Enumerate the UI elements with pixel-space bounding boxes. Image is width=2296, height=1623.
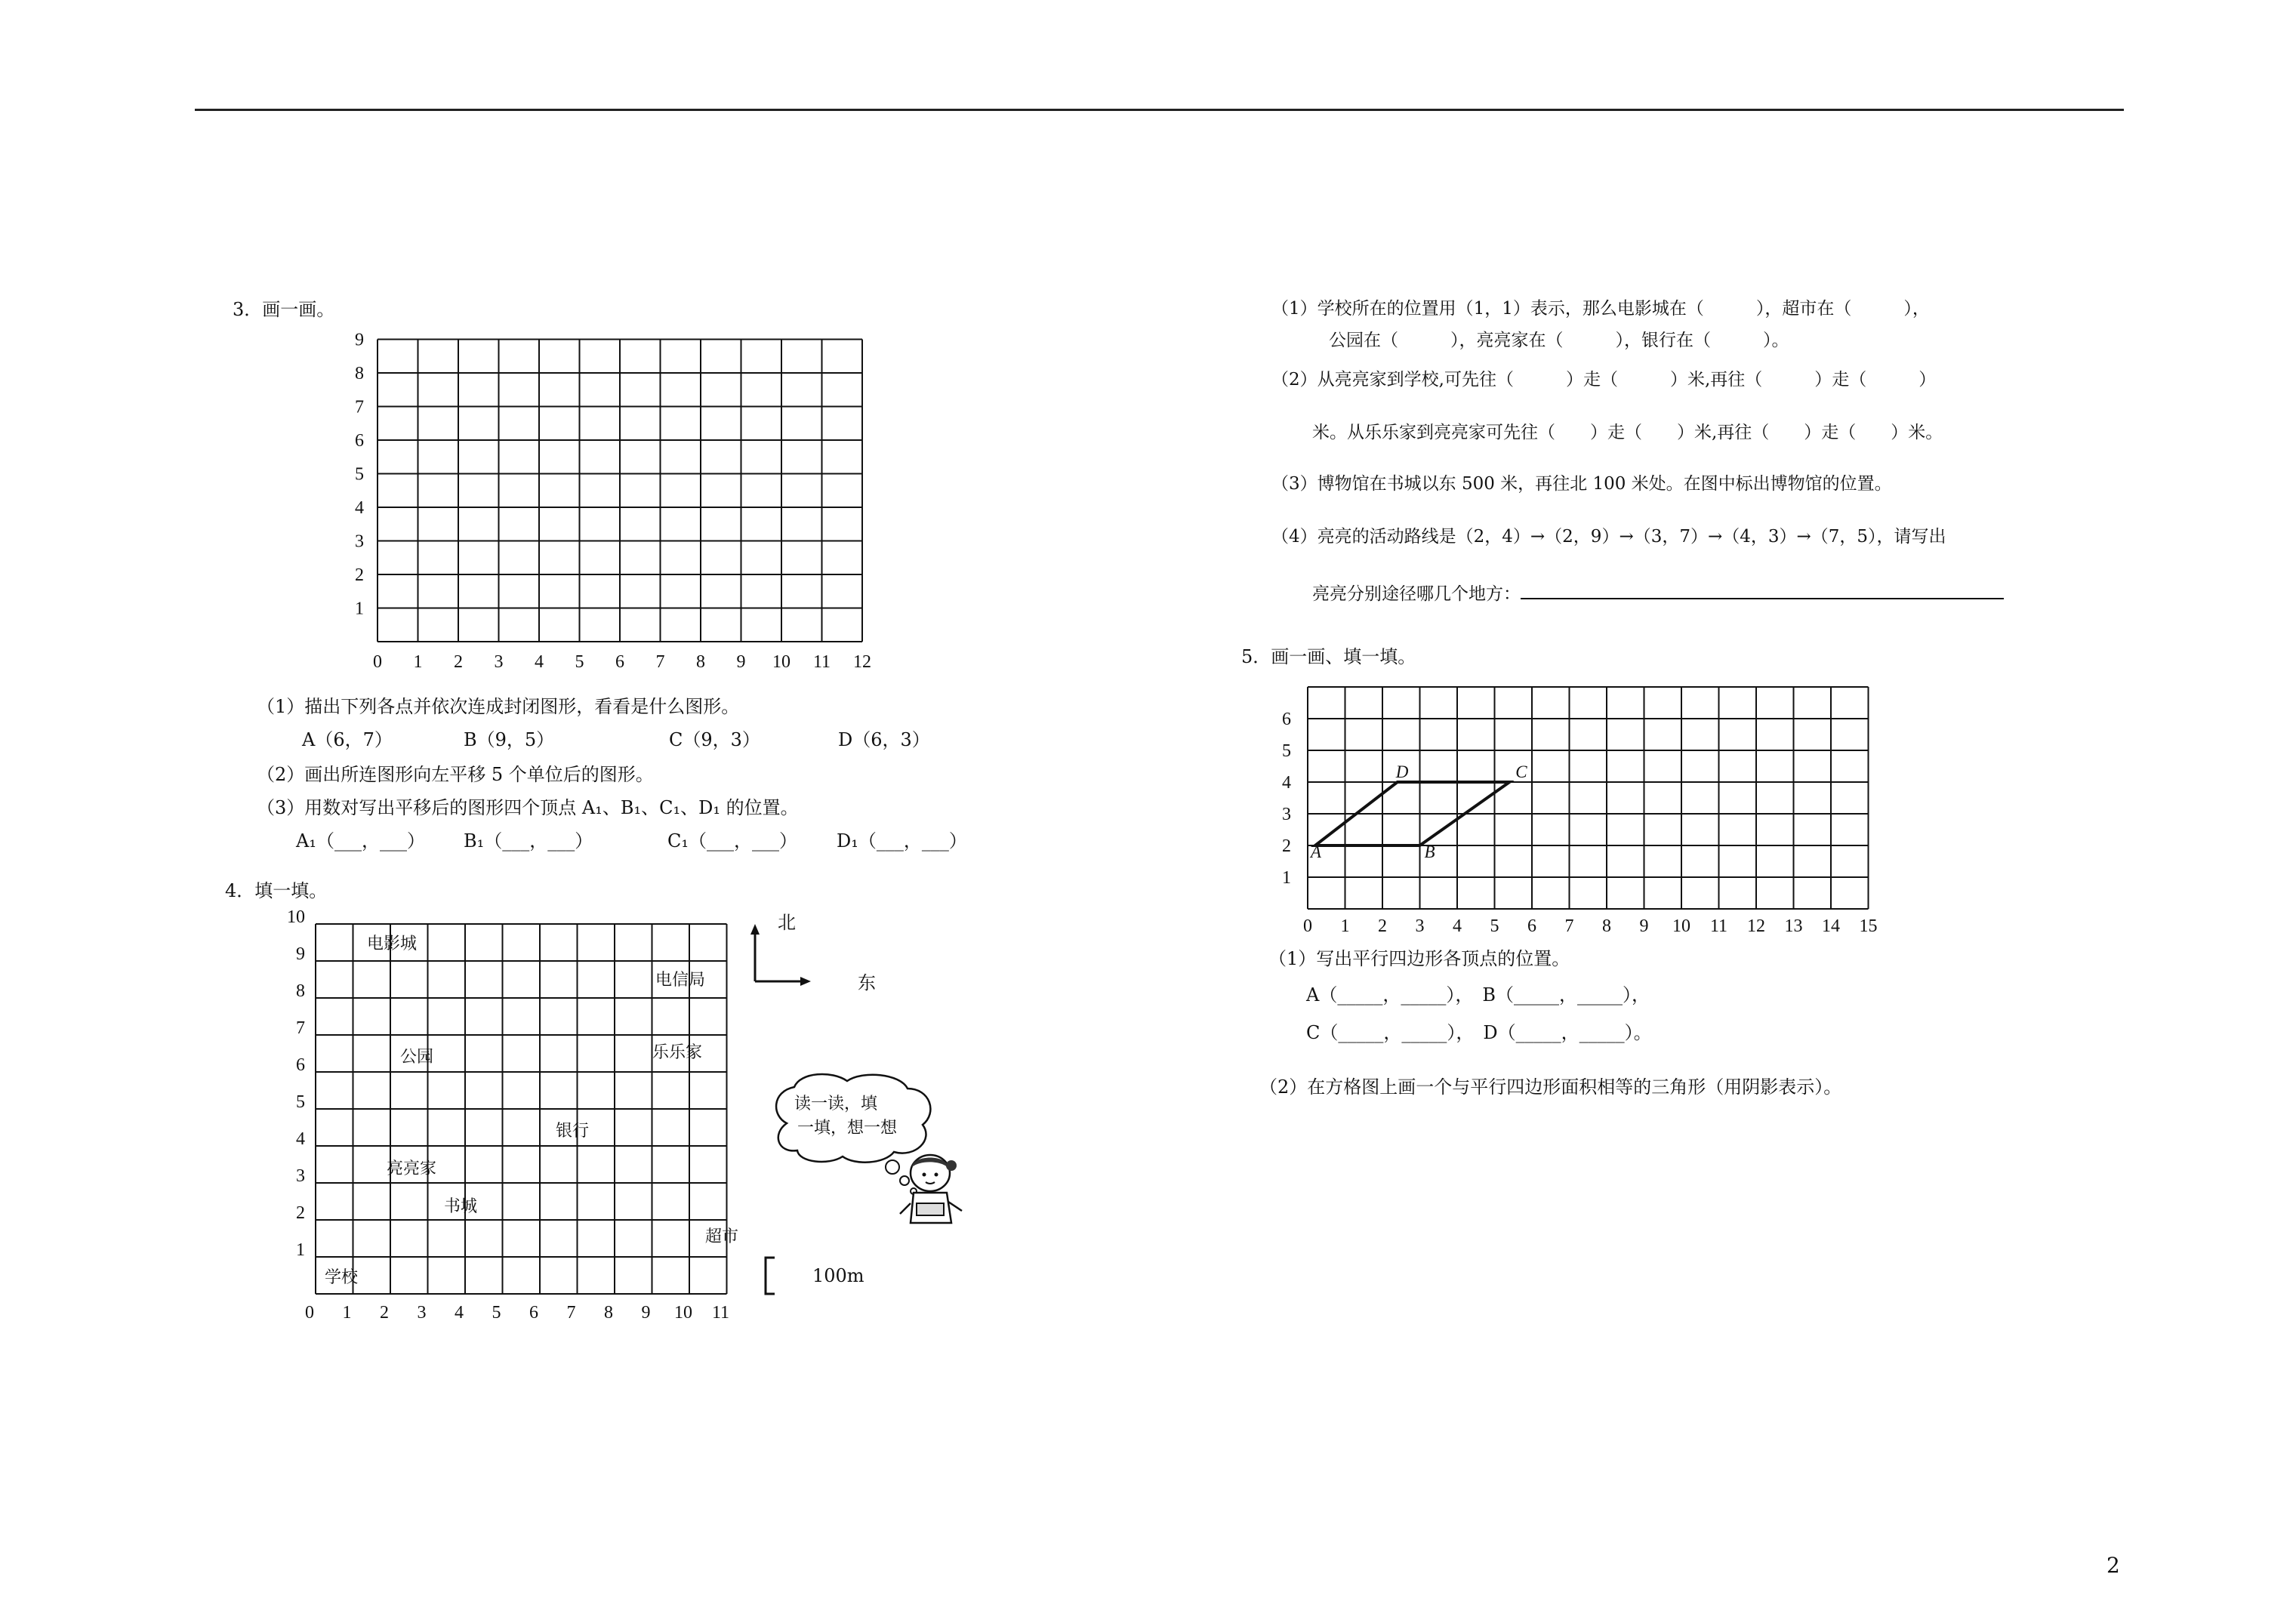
q4-question1-line1: （1）学校所在的位置用（1，1）表示，那么电影城在（ ），超市在（ ）， <box>1271 299 1930 319</box>
y-tick-label: 1 <box>355 599 364 619</box>
place-bank: 银行 <box>556 1122 590 1141</box>
child-reading-figure <box>898 1150 966 1233</box>
x-tick-label: 15 <box>1859 916 1878 936</box>
q3-answer-a1[interactable]: A₁（___，___） <box>296 830 425 852</box>
q3-point-c: C（9，3） <box>669 729 760 750</box>
x-tick-label: 10 <box>674 1303 692 1323</box>
x-tick-label: 7 <box>1564 916 1574 936</box>
x-tick-label: 6 <box>1527 916 1536 936</box>
q5-answer-cd[interactable]: C（_____，_____）， D（_____，_____）。 <box>1306 1022 1652 1043</box>
y-tick-label: 1 <box>1282 868 1291 888</box>
q4-question3: （3）博物馆在书城以东 500 米，再往北 100 米处。在图中标出博物馆的位置。 <box>1271 474 1892 494</box>
page-number: 2 <box>2106 1553 2120 1578</box>
x-tick-label: 12 <box>1747 916 1765 936</box>
y-tick-label: 5 <box>296 1092 305 1112</box>
q3-answer-c1[interactable]: C₁（___，___） <box>667 830 797 852</box>
q4-question2-line2: 米。从乐乐家到亮亮家可先往（ ）走（ ）米,再往（ ）走（ ）米。 <box>1312 423 1943 442</box>
x-tick-label: 7 <box>566 1303 576 1323</box>
x-tick-label: 4 <box>535 652 544 672</box>
y-tick-label: 4 <box>1282 773 1291 793</box>
q5-part2: （2）在方格图上画一个与平行四边形面积相等的三角形（用阴影表示）。 <box>1259 1076 1842 1098</box>
vertex-label-b: B <box>1424 842 1435 861</box>
place-supermarket: 超市 <box>705 1227 739 1246</box>
x-tick-label: 1 <box>1340 916 1350 936</box>
y-tick-label: 8 <box>355 364 364 383</box>
y-tick-label: 7 <box>296 1018 305 1038</box>
q4-question4-line2-text: 亮亮分别途径哪几个地方： <box>1312 584 1521 604</box>
y-tick-label: 5 <box>355 464 364 485</box>
x-tick-label: 12 <box>853 652 871 672</box>
place-bookstore: 书城 <box>444 1197 478 1216</box>
place-telecom: 电信局 <box>655 971 706 990</box>
y-tick-label: 6 <box>296 1055 305 1075</box>
vertex-label-a: A <box>1310 842 1321 861</box>
y-tick-label: 9 <box>355 330 364 350</box>
vertex-label-d: D <box>1395 762 1409 781</box>
x-tick-label: 0 <box>305 1303 314 1323</box>
x-tick-label: 0 <box>373 652 382 672</box>
place-park: 公园 <box>400 1048 434 1067</box>
x-tick-label: 0 <box>1303 916 1312 936</box>
scale-label: 100m <box>812 1265 864 1286</box>
x-tick-label: 8 <box>1602 916 1611 936</box>
speech-bubble-line2: 一填，想一想 <box>797 1119 898 1138</box>
x-tick-label: 10 <box>772 652 791 672</box>
x-tick-label: 9 <box>1639 916 1649 936</box>
q3-point-b: B（9，5） <box>464 729 555 750</box>
place-liangliang-home: 亮亮家 <box>387 1160 437 1178</box>
x-tick-label: 11 <box>711 1303 730 1323</box>
place-cinema: 电影城 <box>367 935 418 953</box>
x-tick-label: 6 <box>529 1303 538 1323</box>
x-tick-label: 5 <box>492 1303 501 1323</box>
x-tick-label: 4 <box>455 1303 464 1323</box>
x-tick-label: 13 <box>1784 916 1803 936</box>
x-tick-label: 2 <box>380 1303 389 1323</box>
header-rule <box>195 109 2124 111</box>
x-tick-label: 3 <box>1415 916 1425 936</box>
q3-part3: （3）用数对写出平移后的图形四个顶点 A₁、B₁、C₁、D₁ 的位置。 <box>257 797 799 818</box>
q3-answer-d1[interactable]: D₁（___，___） <box>837 830 967 852</box>
x-tick-label: 6 <box>615 652 624 672</box>
x-tick-label: 3 <box>417 1303 427 1323</box>
x-tick-label: 9 <box>641 1303 651 1323</box>
x-tick-label: 11 <box>812 652 831 672</box>
x-tick-label: 2 <box>454 652 463 672</box>
y-tick-label: 6 <box>1282 710 1291 729</box>
q3-part1: （1）描出下列各点并依次连成封闭图形，看看是什么图形。 <box>257 696 740 717</box>
y-tick-label: 8 <box>296 981 305 1001</box>
x-tick-label: 11 <box>1709 916 1728 936</box>
y-tick-label: 6 <box>355 431 364 451</box>
x-tick-label: 1 <box>413 652 423 672</box>
y-tick-label: 3 <box>296 1166 305 1186</box>
x-tick-label: 10 <box>1672 916 1690 936</box>
q3-point-d: D（6，3） <box>838 729 930 750</box>
y-tick-label: 4 <box>355 498 364 518</box>
q5-title: 5．画一画、填一填。 <box>1241 646 1416 667</box>
y-tick-label: 3 <box>1282 805 1291 824</box>
y-tick-label: 3 <box>355 531 364 552</box>
x-tick-label: 3 <box>494 652 504 672</box>
y-tick-label: 5 <box>1282 741 1291 761</box>
place-school: 学校 <box>325 1268 359 1287</box>
q4-title: 4．填一填。 <box>225 880 328 901</box>
x-tick-label: 5 <box>1490 916 1499 936</box>
x-tick-label: 8 <box>696 652 705 672</box>
y-tick-label: 2 <box>296 1203 305 1223</box>
q5-answer-ab[interactable]: A（_____，_____）， B（_____，_____）， <box>1306 984 1650 1006</box>
q3-part2: （2）画出所连图形向左平移 5 个单位后的图形。 <box>257 764 654 785</box>
y-tick-label: 2 <box>355 565 364 585</box>
x-tick-label: 1 <box>342 1303 352 1323</box>
q4-route-answer-blank[interactable] <box>1521 583 2004 599</box>
y-tick-label: 1 <box>296 1240 305 1260</box>
q5-part1: （1）写出平行四边形各顶点的位置。 <box>1268 948 1570 969</box>
x-tick-label: 9 <box>736 652 746 672</box>
x-tick-label: 5 <box>575 652 584 672</box>
y-tick-label: 9 <box>296 944 305 964</box>
place-lele-home: 乐乐家 <box>652 1043 703 1062</box>
y-tick-label: 10 <box>287 907 305 927</box>
q3-point-a: A（6，7） <box>302 729 393 750</box>
q4-question4-line2 <box>1312 583 2004 603</box>
q3-title: 3．画一画。 <box>233 299 335 320</box>
x-tick-label: 7 <box>655 652 665 672</box>
vertex-label-c: C <box>1515 762 1527 781</box>
x-tick-label: 8 <box>604 1303 613 1323</box>
q4-question2-line1: （2）从亮亮家到学校,可先往（ ）走（ ）米,再往（ ）走（ ） <box>1271 370 1937 390</box>
x-tick-label: 4 <box>1453 916 1462 936</box>
q4-question4-line1: （4）亮亮的活动路线是（2，4）→（2，9）→（3，7）→（4，3）→（7，5），请写出 <box>1271 527 1946 547</box>
x-tick-label: 14 <box>1822 916 1840 936</box>
compass-north: 北 <box>778 912 796 933</box>
compass-east: 东 <box>858 972 876 993</box>
q4-question1-line2: 公园在（ ），亮亮家在（ ），银行在（ ）。 <box>1329 331 1789 350</box>
q3-answer-b1[interactable]: B₁（___，___） <box>464 830 593 852</box>
scale-bracket <box>763 1256 778 1295</box>
x-tick-label: 2 <box>1378 916 1387 936</box>
y-tick-label: 7 <box>355 397 364 417</box>
y-tick-label: 4 <box>296 1129 305 1149</box>
speech-bubble-line1: 读一读，填 <box>794 1095 878 1113</box>
y-tick-label: 2 <box>1282 836 1291 856</box>
